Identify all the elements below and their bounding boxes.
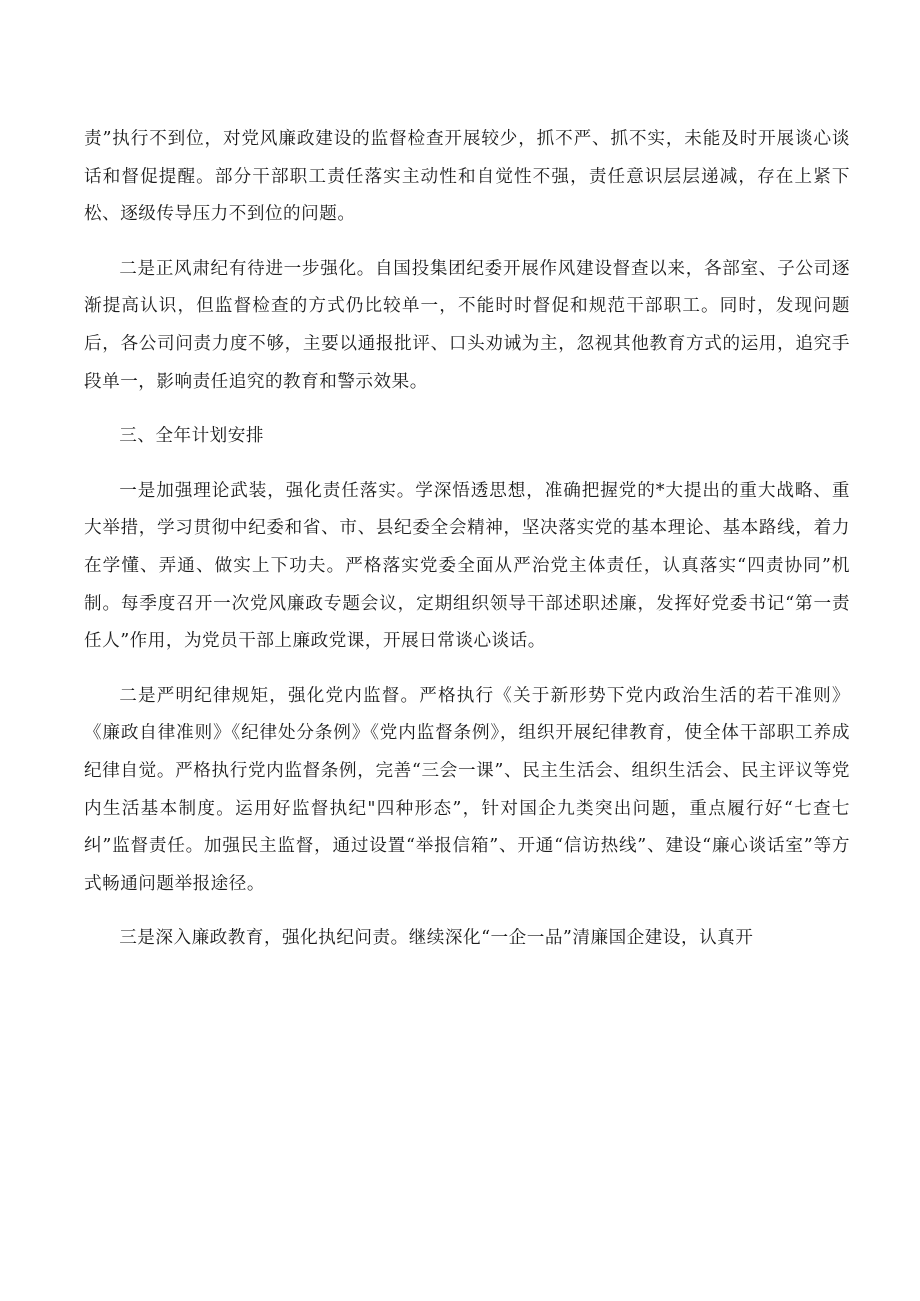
document-body — [84, 121, 850, 975]
paragraph-theory-armament: 一是加强理论武装，强化责任落实。学深悟透思想，准确把握党的*大提出的重大战略、重大举措，学习贯彻中纪委和省、市、县纪委全会精神，坚决落实党的基本理论、基本路线，着力在学懂、弄通、做实上下功夫。严格落实党委全面从严治党主体责任，认真落实“四责协同”机制。每季度召开一次党风廉政专题会议，定期组织领导干部述职述廉，发挥好党委书记“第一责任人”作用，为党员干部上廉政党课，开展日常谈心谈话。 — [84, 480, 850, 652]
paragraph-discipline-issue: 二是正风肃纪有待进一步强化。自国投集团纪委开展作风建设督查以来，各部室、子公司逐渐提高认识，但监督检查的方式仍比较单一，不能时时督促和规范干部职工。同时，发现问题后，各公司问责力度不够，主要以通报批评、口头劝诫为主，忽视其他教育方式的运用，追究手段单一，影响责任追究的教育和警示效果。 — [84, 258, 850, 392]
paragraph-discipline-rules: 二是严明纪律规矩，强化党内监督。严格执行《关于新形势下党内政治生活的若干准则》《廉政自律准则》《纪律处分条例》《党内监督条例》，组织开展纪律教育，使全体干部职工养成纪律自觉。严格执行党内监督条例，完善“三会一课”、民主生活会、组织生活会、民主评议等党内生活基本制度。运用好监督执纪"四种形态”，针对国企九类突出问题，重点履行好“七查七纠”监督责任。加强民主监督，通过设置“举报信箱”、开通“信访热线”、建设“廉心谈话室”等方式畅通问题举报途径。 — [84, 685, 850, 894]
paragraph-continuation: 责”执行不到位，对党风廉政建设的监督检查开展较少，抓不严、抓不实，未能及时开展谈心谈话和督促提醒。部分干部职工责任落实主动性和自觉性不强，责任意识层层递减，存在上紧下松、逐级传导压力不到位的问题。 — [84, 129, 850, 225]
section-heading: 三、全年计划安排 — [119, 426, 264, 447]
paragraph-integrity-education: 三是深入廉政教育，强化执纪问责。继续深化“一企一品”清廉国企建设，认真开 — [119, 928, 754, 949]
